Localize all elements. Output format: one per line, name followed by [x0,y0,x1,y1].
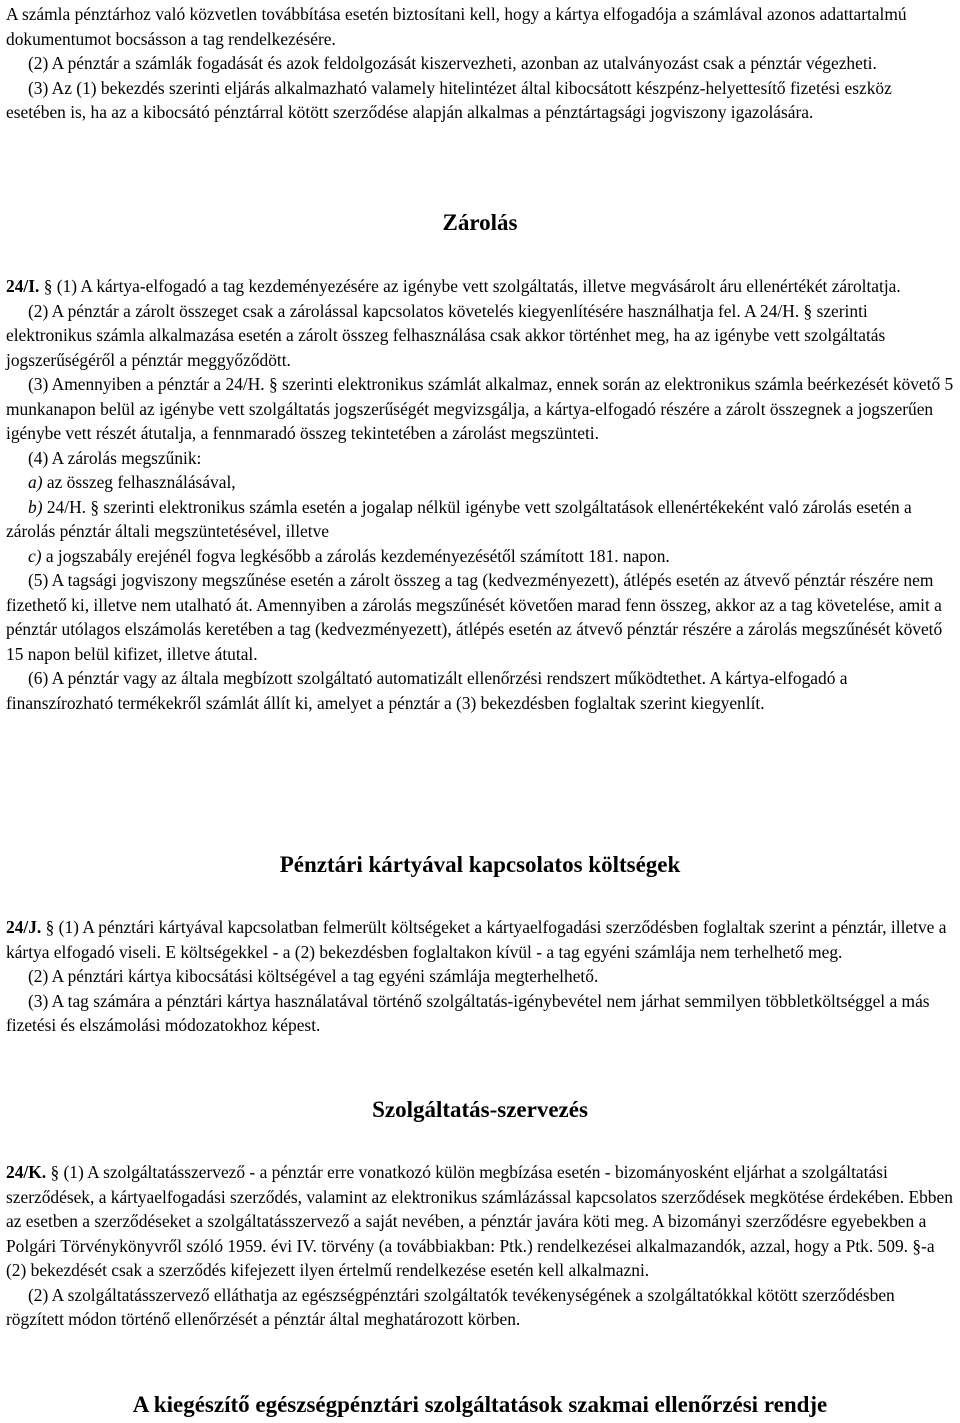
paragraph-text: § (1) A pénztári kártyával kapcsolatban felmerült költségeket a kártyaelfogadási szerződésben foglaltak szerint a pénztár, illetve a kártya elfogadó viseli. E költségekkel - a (2) bekezdésben foglaltakon kívül - a tag egyéni számlája nem terhelhető meg. [6,917,947,962]
paragraph-text: § (1) A szolgáltatásszervező - a pénztár erre vonatkozó külön megbízása esetén - bizományosként eljárhat a szolgáltatási szerződések, a kártyaelfogadási szerződés, valamint az elektronikus számlázással kapcsolatos szerződések megkötése érdekében. Ebben az esetben a szerződéseket a szolgáltatásszervező a saját nevében, a pénztár javára köti meg. A bizományi szerződésre egyebekben a Polgári Törvénykönyvről szóló 1959. évi IV. törvény (a továbbiakban: Ptk.) rendelkezései alkalmazandók, azzal, hogy a Ptk. 509. §-a (2) bekezdését csak a szerződés kifejezett ilyen értelmű rendelkezése esetén kell alkalmazni. [6,1162,953,1280]
paragraph: A számla pénztárhoz való közvetlen továbbítása esetén biztosítani kell, hogy a kártya elfogadója a számlával azonos adattartalmú dokumentumot bocsásson a tag rendelkezésére. [6,4,907,49]
list-text: az összeg felhasználásával, [42,472,236,492]
list-item [6,544,954,569]
section-number: 24/K. [6,1162,47,1182]
paragraph-text: § (1) A kártya-elfogadó a tag kezdeményezésére az igénybe vett szolgáltatás, illetve megvásárolt áru ellenértékét zároltatja. [43,276,901,296]
paragraph: (2) A pénztár a zárolt összeget csak a zárolással kapcsolatos követelés kiegyenlítésére használhatja fel. A 24/H. § szerinti elektronikus számla alkalmazása esetén a zárolt összeg felhasználása csak akkor történhet meg, ha az igénybe vett szolgáltatás jogszerűségéről a pénztár meggyőződött. [6,300,886,370]
section-body-szolgaltatas [6,1160,954,1332]
paragraph: (2) A pénztári kártya kibocsátási költségével a tag egyéni számlája megterhelhető. [28,966,599,986]
section-heading: A kiegészítő egészségpénztári szolgáltatások szakmai ellenőrzési rendje [132,1392,828,1417]
paragraph [6,1160,954,1283]
paragraph: (2) A pénztár a számlák fogadását és azok feldolgozását kiszervezheti, azonban az utalványozást csak a pénztár végezheti. [28,53,877,73]
paragraph: (4) A zárolás megszűnik: [28,447,202,468]
list-text: 24/H. § szerinti elektronikus számla esetén a jogalap nélkül igénybe vett szolgáltatások ellenértékeként való zárolás esetén a zárolás pénztár általi megszüntetésével, illetve [6,496,912,541]
list-item [6,470,954,495]
paragraph: (3) Amennyiben a pénztár a 24/H. § szerinti elektronikus számlát alkalmaz, ennek során az elektronikus számla beérkezését követő 5 munkanapon belül az igénybe vett szolgáltatás jogszerűségét megvizsgálja, a kártya-elfogadó részére a zárolt összegnek a jogszerűen igénybe vett részét átutalja, a fennmaradó összeg tekintetében a zárolást megszünteti. [6,374,954,443]
paragraph: (3) A tag számára a pénztári kártya használatával történő szolgáltatás-igénybevétel nem járhat semmilyen többletköltséggel a más fizetési és elszámolási módozatokhoz képest. [6,990,930,1035]
intro-block [6,2,954,125]
list-label: c) [28,545,42,566]
section-body-zarolas [6,274,954,715]
paragraph: (3) Az (1) bekezdés szerinti eljárás alkalmazható valamely hitelintézet által kibocsátott készpénz-helyettesítő fizetési eszköz esetében is, ha az a kibocsátó pénztárral kötött szerződése alapján alkalmas a pénztártagsági jogviszony igazolására. [6,77,892,122]
paragraph: (2) A szolgáltatásszervező elláthatja az egészségpénztári szolgáltatók tevékenységének a szolgáltatókkal kötött szerződésben rögzített módon történő ellenőrzését a pénztár által meghatározott körben. [6,1284,895,1329]
section-number: 24/J. [6,917,42,937]
paragraph: (6) A pénztár vagy az általa megbízott szolgáltató automatizált ellenőrzési rendszert működtethet. A kártya-elfogadó a finanszírozható termékekről számlát állít ki, amelyet a pénztár a (3) bekezdésben foglaltak szerint kiegyenlít. [6,668,848,713]
section-body-koltsegek [6,915,954,1038]
list-label: b) [28,496,43,517]
list-label: a) [28,472,43,492]
paragraph [6,915,954,964]
section-heading: Zárolás [442,210,518,235]
paragraph [6,274,954,299]
section-heading: Szolgáltatás-szervezés [372,1097,588,1122]
list-item [6,495,954,544]
paragraph: (5) A tagsági jogviszony megszűnése esetén a zárolt összeg a tag (kedvezményezett), átlépés esetén az átvevő pénztár részére nem fizethető ki, illetve nem utalható át. Amennyiben a zárolás megszűnését követően marad fenn összeg, akkor az a tag követelése, amit a pénztár utólagos elszámolás keretében a tag (kedvezményezett), átlépés esetén az átvevő pénztár részére a zárolás megszűnését követő 15 napon belül kifizet, illetve átutal. [6,570,943,664]
section-number: 24/I. [6,276,40,296]
section-heading: Pénztári kártyával kapcsolatos költségek [279,852,681,877]
list-text: a jogszabály erejénél fogva legkésőbb a zárolás kezdeményezésétől számított 181. napon. [41,545,670,566]
